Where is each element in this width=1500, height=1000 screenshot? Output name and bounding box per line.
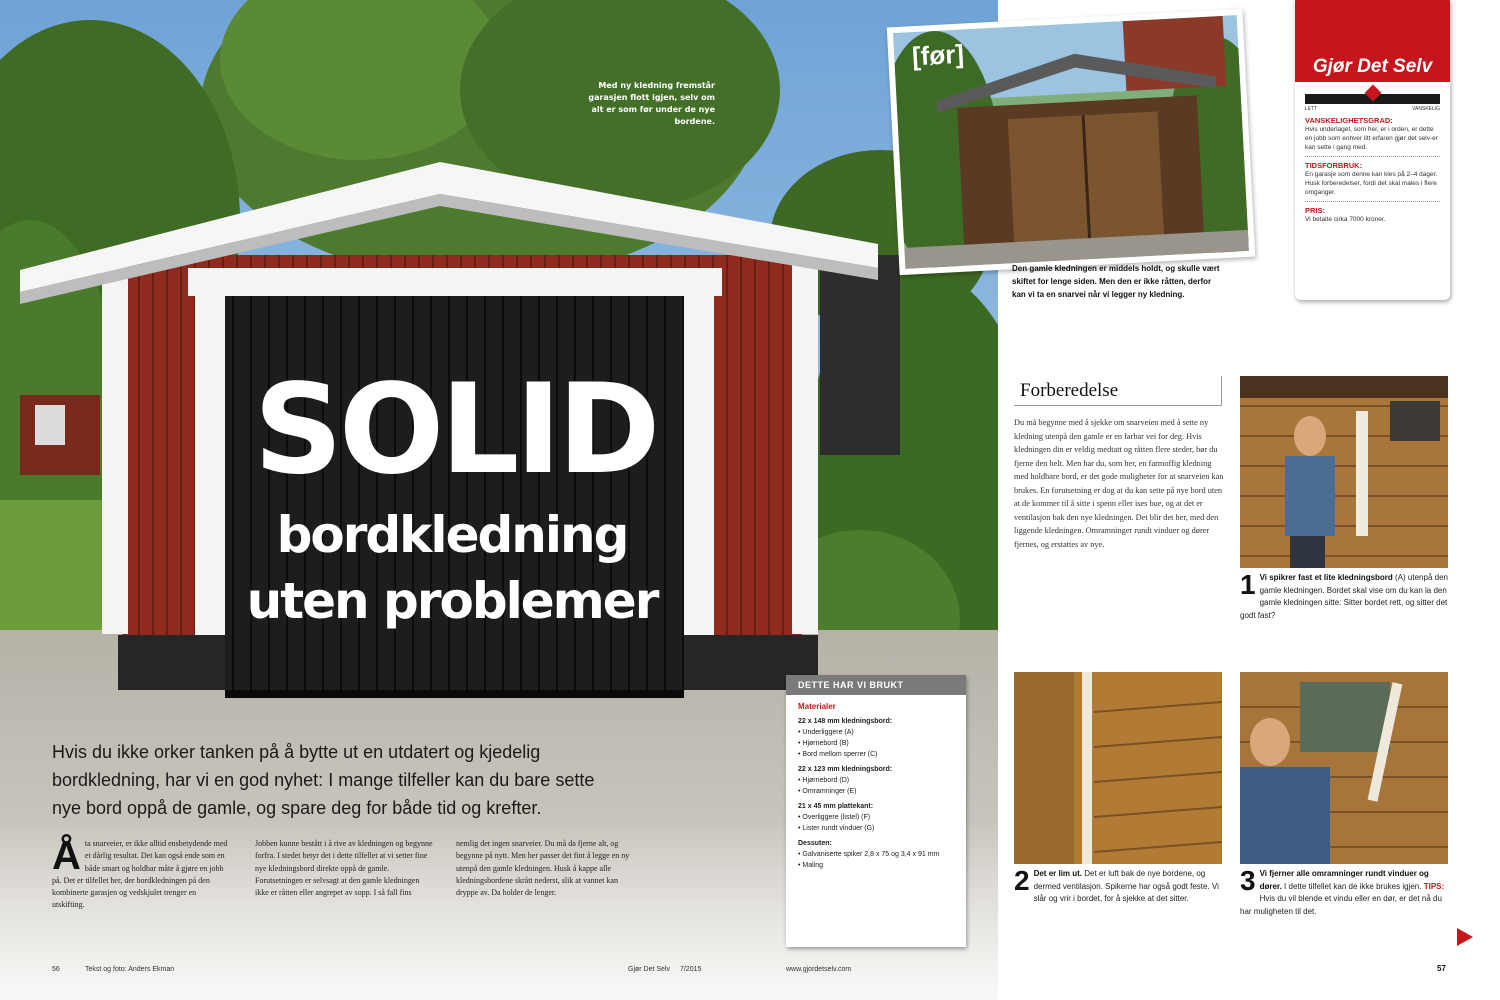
photo-credit: Tekst og foto: Anders Ekman — [85, 966, 175, 973]
difficulty-marker — [1364, 85, 1381, 102]
materials-header: DETTE HAR VI BRUKT — [786, 675, 966, 695]
scale-left-label: LETT — [1305, 106, 1318, 112]
materials-group-title: 22 x 148 mm kledningsbord: — [798, 718, 893, 725]
materials-item: • Hjørnebord (B) — [798, 738, 954, 749]
step-3-number: 3 — [1240, 865, 1256, 896]
step-1-photo — [1240, 376, 1448, 568]
next-page-arrow-icon — [1457, 928, 1473, 946]
step-3-image — [1240, 672, 1448, 864]
body-column-3: nemlig det ingen snarveier. Du må da fjerne alt, og begynne på nytt. Men her passer det fint å legge en ny utenpå den gamle kledningen. Husk å kappe alle kledningsbordene skrått nederst, slik at vannet kan dryppe av. Da holder de lenger. — [456, 839, 630, 898]
tips-text: Hvis du vil blende et vindu eller en dør, er det nå du har muligheten til det. — [1240, 894, 1442, 916]
gjor-det-selv-infobox — [1295, 0, 1450, 300]
step-3-photo — [1240, 672, 1448, 864]
drop-cap: Å — [52, 834, 81, 878]
tips-label: TIPS: — [1423, 881, 1445, 891]
time-section — [1295, 157, 1450, 197]
body-column-1-text: ta snarveier, er ikke alltid ensbetydende med et dårlig resultat. Det kan også ende som en både smart og holdbar måte å gjøre en jobb på. Det er tilfellet her, der bordkledningen på den kombinerte garasjen og vedskjulet trenger en utskifting. — [52, 839, 228, 910]
price-text: Vi betalte cirka 7000 kroner. — [1305, 216, 1386, 223]
materials-group-title: 22 x 123 mm kledningsbord: — [798, 766, 893, 773]
magazine-name: Gjør Det Selv — [628, 966, 671, 973]
materials-group-title: Dessuten: — [798, 840, 832, 847]
gds-title: Gjør Det Selv — [1312, 56, 1433, 77]
headline-subtitle-line2: uten problemer — [246, 572, 658, 630]
step-3-text: I dette tilfellet kan de ikke brukes igjen. — [1284, 881, 1422, 891]
materials-item: • Bord mellom sperrer (C) — [798, 749, 954, 760]
intro-paragraph: Hvis du ikke orker tanken på å bytte ut en utdatert og kjedelig bordkledning, har vi en god nyhet: I mange tilfeller kan du bare sette nye bord oppå de gamle, og spare deg for både tid og krefter. — [52, 742, 595, 818]
section-body-forberedelse: Du må begynne med å sjekke om snarveien med å sette ny kledning utenpå den gamle er en farbar vei for deg. Hvis kledningen din er veldig medtatt og råtten flere steder, bør du fjerne den helt. Men har du, som her, en farmoffig kledning med holdbare bord, er det gode muligheter for at snarveien kan brukes. En forutsetning er dog at du kan sette på nye bord uten at de kommer til å sitte i spenn eller ises bue, og at det er ventilasjon bak den nye kledningen. Det blir det her, med den liggende kledningen. Omramninger rundt vinduer og dører fjernes, og erstattes av nye. — [1014, 418, 1224, 549]
before-caption: Den gamle kledningen er middels holdt, og skulle vært skiftet for lenge siden. Men den er ikke råtten, derfor kan vi ta en snarvei når vi legger ny kledning. — [1012, 264, 1220, 299]
step-2-number: 2 — [1014, 865, 1030, 896]
materials-list — [786, 695, 966, 877]
headline-title: SOLID — [253, 358, 657, 502]
difficulty-section — [1295, 112, 1450, 152]
body-column-1 — [52, 834, 230, 912]
materials-box — [786, 675, 966, 947]
materials-item: • Maling — [798, 860, 954, 871]
gds-header — [1295, 0, 1450, 82]
headline-subtitle-line1: bordkledning — [276, 506, 628, 564]
step-3-caption — [1240, 865, 1448, 918]
difficulty-scale — [1305, 94, 1440, 104]
step-3-lead: Vi fjerner alle omramninger rundt vinduer og dører. — [1259, 869, 1429, 891]
materials-item: • Hjørnebord (D) — [798, 775, 954, 786]
materials-item: • Underliggere (A) — [798, 727, 954, 738]
materials-section-title: Materialer — [798, 702, 836, 711]
materials-item: • Lister rundt vinduer (G) — [798, 823, 954, 834]
materials-item: • Overliggere (listel) (F) — [798, 812, 954, 823]
step-1-image — [1240, 376, 1448, 568]
time-text: En garasje som denne kan kles på 2–4 dager. Husk forberedelser, fordi det skal males i flere omganger. — [1305, 171, 1438, 196]
materials-item: • Omramninger (E) — [798, 786, 954, 797]
step-1-text: (A) utenpå den gamle kledningen. Bordet skal vise om du kan la den gamle kledningen sitte: Sitter bordet rett, og sitter det godt fast? — [1240, 573, 1448, 620]
website: www.gjordetselv.com — [786, 966, 852, 973]
step-2-caption — [1014, 865, 1222, 906]
step-1-lead: Vi spikrer fast et lite kledningsbord — [1259, 573, 1393, 582]
difficulty-text: Hvis underlaget, som her, er i orden, er dette en jobb som enhver litt erfaren gjør det selv-er kan sette i gang med. — [1305, 126, 1438, 151]
before-label: [før] — [911, 38, 965, 72]
body-column-2: Jobben kunne bestått i å rive av kledningen og begynne forfra. I stedet betyr det i dette tilfellet at vi setter fine nye kledningsbord direkte oppå de gamle. Forutsetningen er selvsagt at den gamle kledningen ikke er råtten eller angrepet av sopp. I så fall fins — [255, 839, 433, 898]
materials-item: • Galvaniserte spiker 2,8 x 75 og 3,4 x 91 mm — [798, 849, 954, 860]
difficulty-title: VANSKELIGHETSGRAD: — [1305, 116, 1393, 125]
issue-number: 7/2015 — [680, 966, 702, 973]
page-number-right: 57 — [1437, 964, 1446, 973]
step-2-text: Det er luft bak de nye bordene, og dermed ventilasjon. Spikerne har også godt feste. Vi slår og vrir i bordet, for å sjekke at det sitter. — [1033, 869, 1219, 903]
step-2-lead: Det er lim ut. — [1033, 869, 1083, 878]
materials-group-title: 21 x 45 mm plattekant: — [798, 803, 874, 810]
scale-right-label: VANSKELIG — [1412, 106, 1440, 112]
page-number-left: 56 — [52, 966, 60, 973]
hero-photo-caption: Med ny kledning fremstår garasjen flott igjen, selv om alt er som før under de nye bordene. — [588, 81, 715, 126]
price-title: PRIS: — [1305, 206, 1326, 215]
step-1-caption — [1240, 569, 1448, 622]
time-title: TIDSFORBRUK: — [1305, 161, 1363, 170]
price-section — [1295, 202, 1450, 224]
section-title-forberedelse: Forberedelse — [1014, 376, 1222, 406]
step-2-image — [1014, 672, 1222, 864]
step-2-photo — [1014, 672, 1222, 864]
step-1-number: 1 — [1240, 569, 1256, 600]
